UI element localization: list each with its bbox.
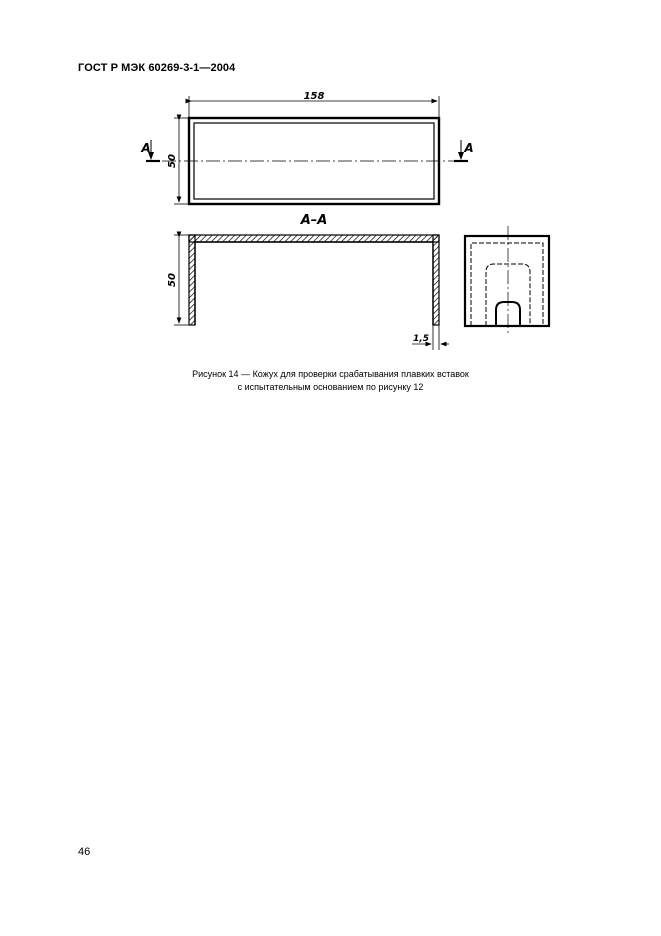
- dimension-wall-label: 1,5: [413, 334, 429, 344]
- section-mark-right-label: A: [464, 141, 474, 155]
- section-view: [174, 235, 449, 350]
- dimension-height-section-label: 50: [167, 273, 178, 287]
- page-number: 46: [78, 846, 91, 858]
- section-title-label: A–A: [300, 213, 328, 228]
- section-left-wall: [189, 235, 195, 325]
- plan-outer-outline: [189, 118, 439, 204]
- section-right-wall: [433, 235, 439, 325]
- section-mark-left-label: A: [141, 141, 151, 155]
- side-outer-outline: [465, 236, 549, 326]
- side-hidden-outline: [471, 243, 543, 326]
- caption-line-2: с испытательным основанием по рисунку 12: [237, 382, 424, 392]
- plan-view: [146, 96, 468, 204]
- caption-line-1: Рисунок 14 — Кожух для проверки срабатывания плавких вставок: [192, 369, 469, 379]
- dimension-height-top-label: 50: [167, 154, 178, 168]
- section-top-wall: [189, 235, 439, 242]
- figure-14-drawing: [0, 0, 661, 360]
- document-header: ГОСТ Р МЭК 60269-3-1—2004: [78, 62, 236, 74]
- figure-caption: [0, 368, 661, 394]
- dimension-length-label: 158: [303, 91, 325, 102]
- side-view: [465, 226, 549, 334]
